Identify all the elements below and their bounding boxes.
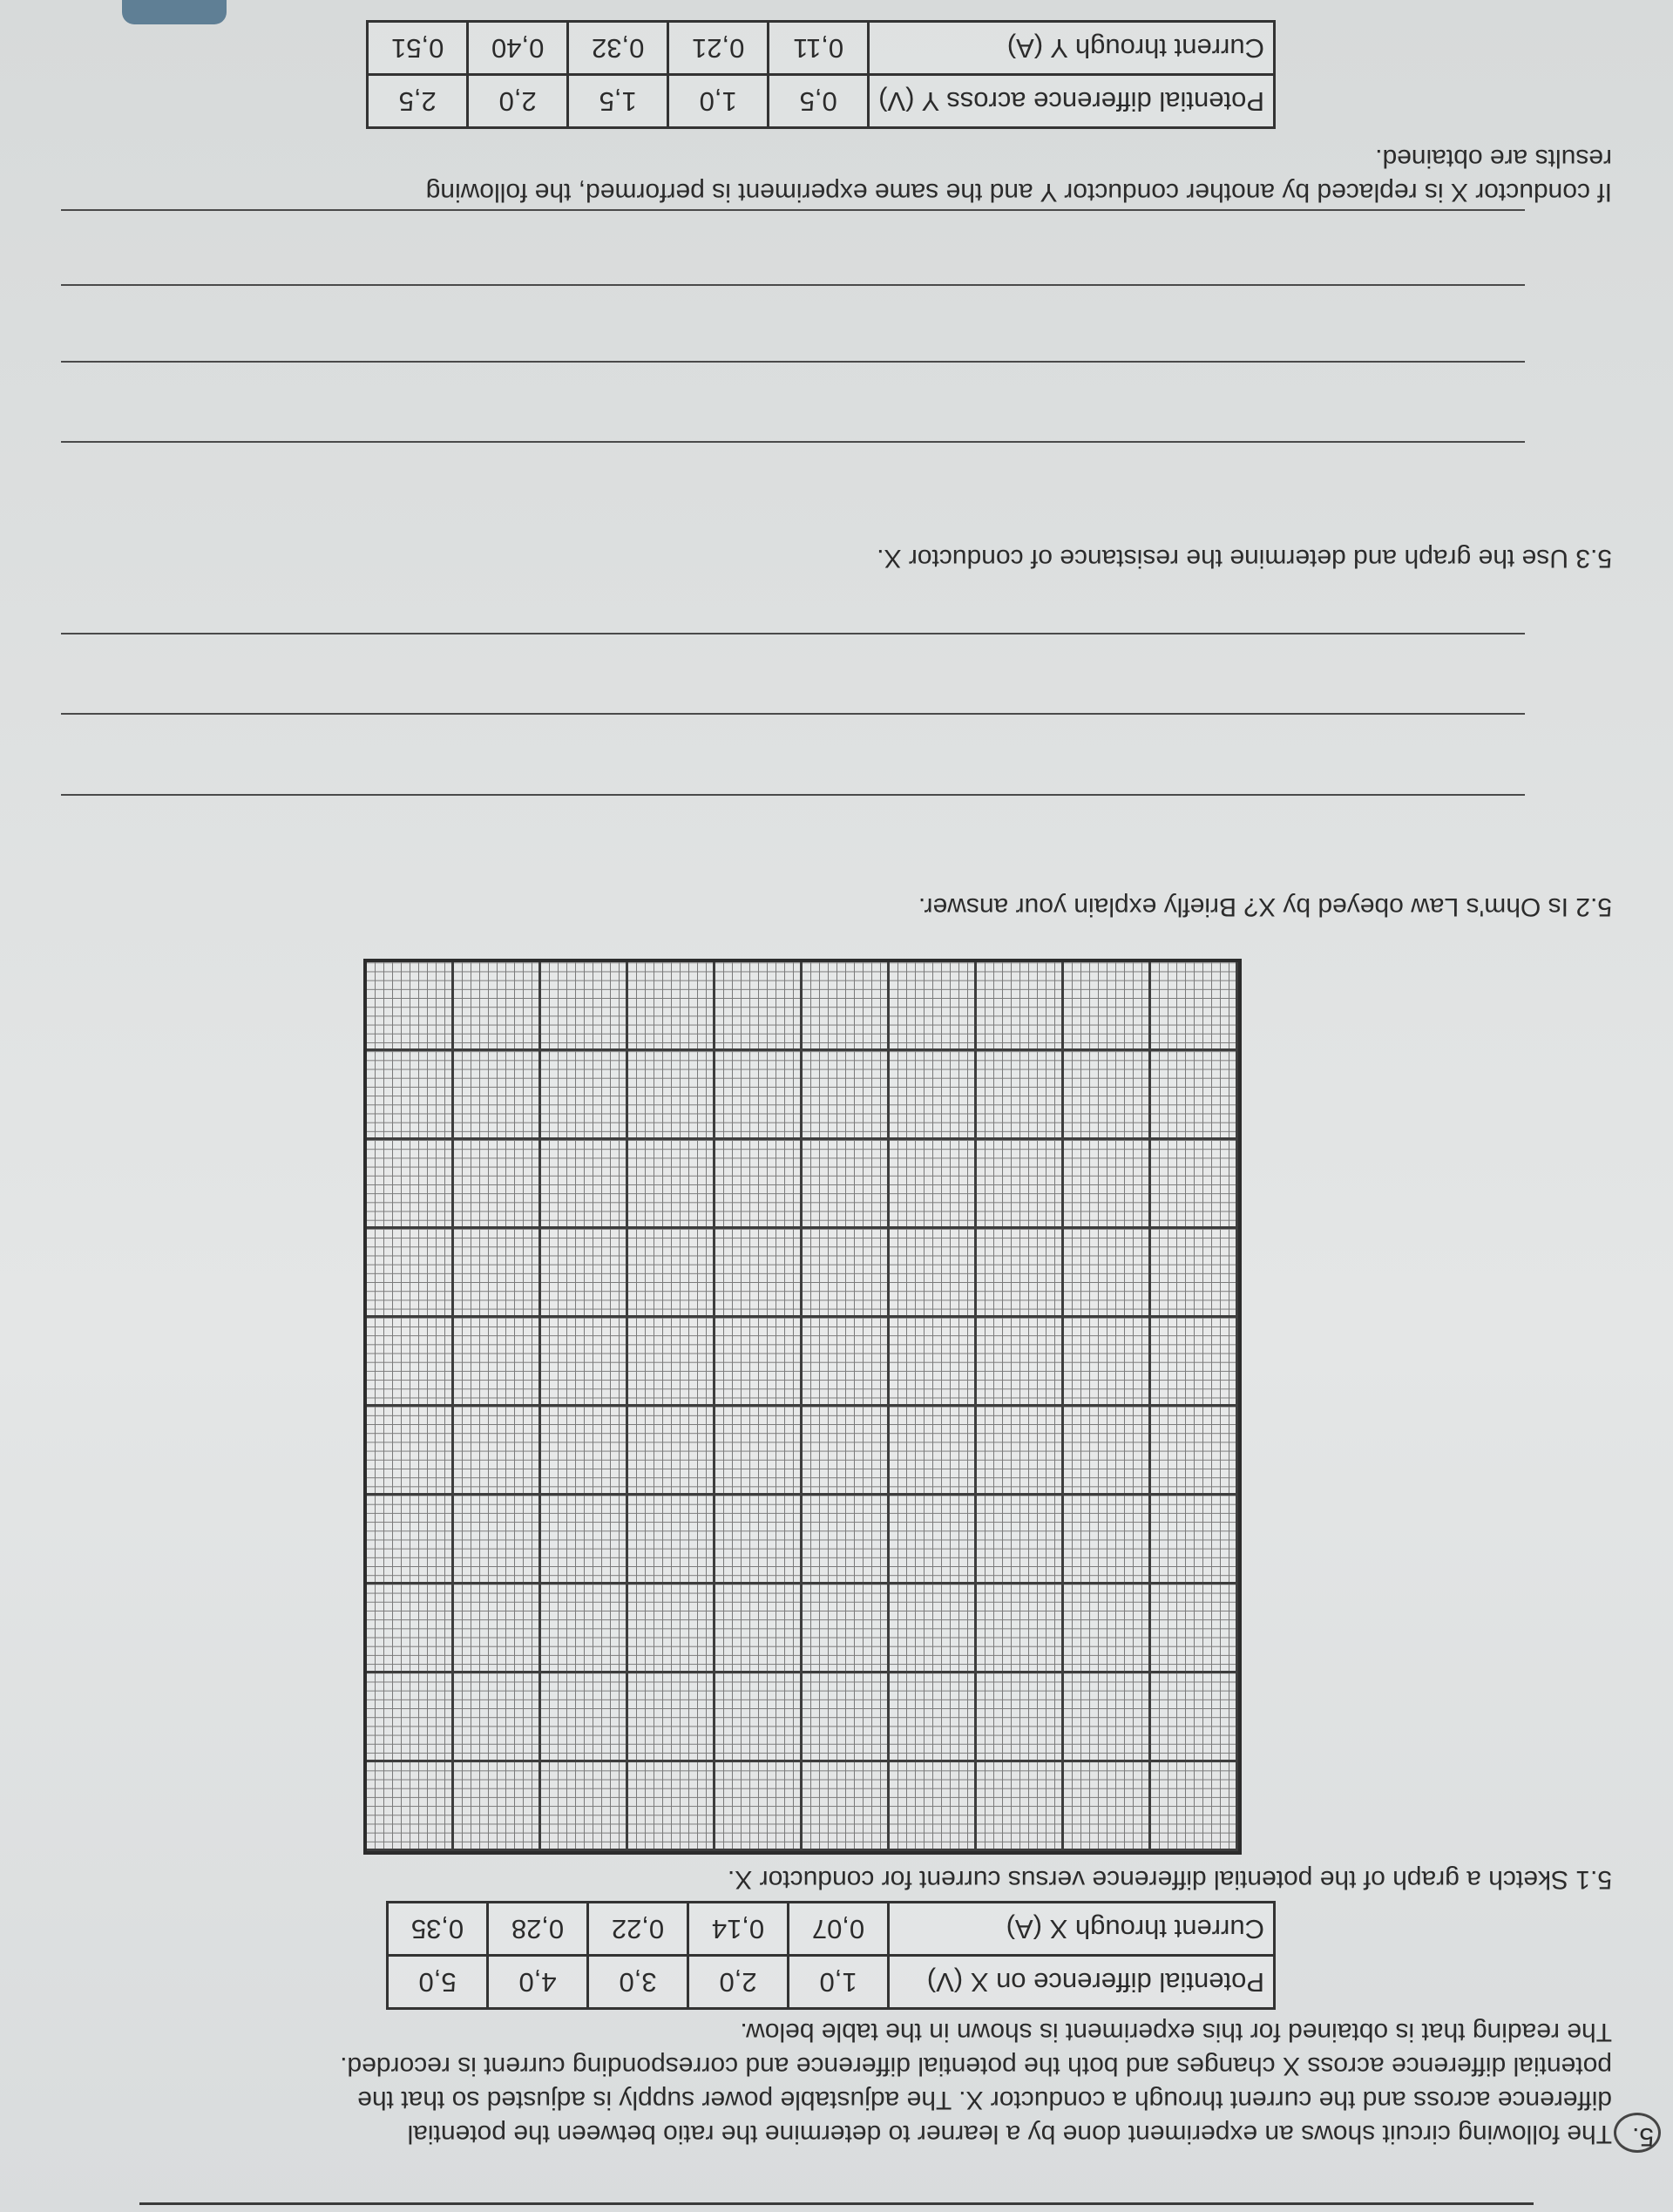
table-row [388, 1903, 1275, 1956]
conductor-y-line-2: results are obtained. [1375, 144, 1612, 173]
conductor-y-table [366, 20, 1276, 129]
table-cell: 2,0 [468, 75, 568, 128]
table-cell: 0,21 [668, 22, 769, 75]
conductor-x-table [386, 1901, 1276, 2010]
intro-line-1: The following circuit shows an experiment done by a learner to determine the ratio between the potential [407, 2120, 1612, 2148]
table-cell: 1,5 [568, 75, 668, 128]
table-cell: 0,32 [568, 22, 668, 75]
book-edge-tab [122, 0, 227, 24]
table-cell: 0,07 [789, 1903, 889, 1956]
answer-line[interactable] [61, 361, 1525, 363]
table-row [368, 75, 1275, 128]
table-cell: 0,14 [688, 1903, 789, 1956]
table-row-label: Potential difference on X (V) [889, 1956, 1275, 2009]
table-cell: 0,35 [388, 1903, 488, 1956]
intro-line-4: The reading that is obtained for this experiment is shown in the table below. [740, 2018, 1612, 2046]
question-number: 5. [1631, 2122, 1654, 2151]
table-cell: 1,0 [789, 1956, 889, 2009]
table-row-label: Current through X (A) [889, 1903, 1275, 1956]
table-cell: 1,0 [668, 75, 769, 128]
table-cell: 4,0 [488, 1956, 588, 2009]
table-cell: 0,22 [588, 1903, 688, 1956]
table-cell: 3,0 [588, 1956, 688, 2009]
graph-paper-grid[interactable] [363, 959, 1242, 1855]
table-row [368, 22, 1275, 75]
table-cell: 0,51 [368, 22, 468, 75]
answer-line[interactable] [61, 209, 1525, 211]
answer-line[interactable] [61, 441, 1525, 443]
question-5-2: 5.2 Is Ohm's Law obeyed by X? Briefly explain your answer. [918, 892, 1612, 921]
table-row-label: Current through Y (A) [869, 22, 1275, 75]
table-row-label: Potential difference across Y (V) [869, 75, 1275, 128]
conductor-y-line-1: If conductor X is replaced by another conductor Y and the same experiment is performed, the following [425, 178, 1612, 207]
table-cell: 2,0 [688, 1956, 789, 2009]
question-5-3: 5.3 Use the graph and determine the resistance of conductor X. [877, 544, 1612, 573]
intro-line-2: difference across and the current through a conductor X. The adjustable power supply is adjusted so that the [357, 2086, 1612, 2114]
table-cell: 2,5 [368, 75, 468, 128]
answer-line[interactable] [61, 284, 1525, 286]
table-row [388, 1956, 1275, 2009]
answer-line[interactable] [61, 713, 1525, 715]
top-separator-line [139, 2202, 1534, 2205]
table-cell: 5,0 [388, 1956, 488, 2009]
answer-line[interactable] [61, 633, 1525, 634]
table-cell: 0,5 [769, 75, 869, 128]
intro-line-3: potential difference across X changes and both the potential difference and corresponding current is recorded. [340, 2052, 1612, 2080]
answer-line[interactable] [61, 794, 1525, 796]
question-5-1: 5.1 Sketch a graph of the potential difference versus current for conductor X. [727, 1865, 1612, 1894]
table-cell: 0,11 [769, 22, 869, 75]
table-cell: 0,40 [468, 22, 568, 75]
table-cell: 0,28 [488, 1903, 588, 1956]
